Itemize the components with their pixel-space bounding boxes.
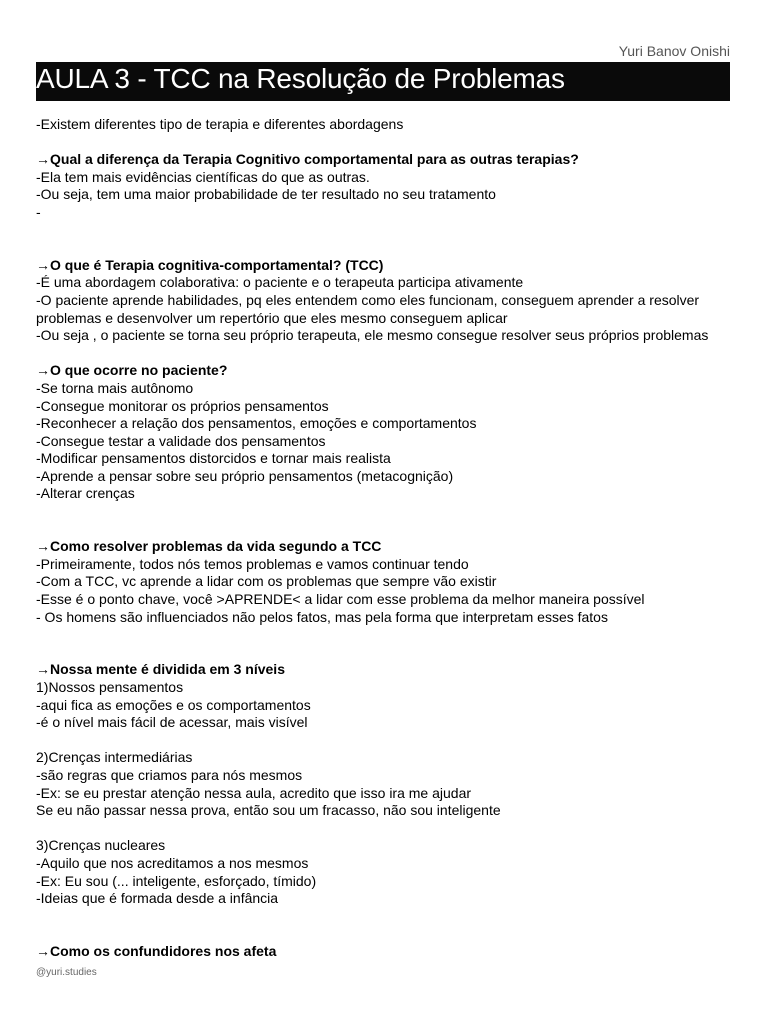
note-line: Se eu não passar nessa prova, então sou um fracasso, não sou inteligente [36, 802, 501, 819]
blank-line [36, 503, 736, 521]
author-name: Yuri Banov Onishi [618, 43, 730, 59]
blank-line [36, 626, 736, 644]
blank-line [36, 134, 736, 152]
note-line: -É uma abordagem colaborativa: o paciente e o terapeuta participa ativamente [36, 274, 524, 291]
note-line: -Consegue testar a validade dos pensamentos [36, 432, 326, 449]
note-line: -Primeiramente, todos nós temos problemas e vamos continuar tendo [36, 555, 469, 572]
note-line: 3)Crenças nucleares [36, 837, 166, 854]
note-line: - Os homens são influenciados não pelos fatos, mas pela forma que interpretam esses fatos [36, 608, 608, 625]
section-heading: →Nossa mente é dividida em 3 níveis [36, 661, 285, 678]
blank-line [36, 644, 736, 662]
note-line: -aqui fica as emoções e os comportamentos [36, 696, 311, 713]
note-line: 1)Nossos pensamentos [36, 679, 184, 695]
blank-line [36, 521, 736, 539]
note-line: -Se torna mais autônomo [36, 379, 194, 396]
section-heading: →O que ocorre no paciente? [36, 362, 228, 379]
blank-line [36, 222, 736, 240]
blank-line [36, 908, 736, 926]
blank-line [36, 345, 736, 363]
section-heading: →O que é Terapia cognitiva-comportamental? (TCC) [36, 256, 384, 273]
section-heading: →Qual a diferença da Terapia Cognitivo comportamental para as outras terapias? [36, 151, 579, 168]
note-line: -são regras que criamos para nós mesmos [36, 766, 303, 783]
note-line: -Ou seja, tem uma maior probabilidade de ter resultado no seu tratamento [36, 186, 496, 203]
title-bar [36, 62, 730, 101]
note-line: -Ou seja , o paciente se torna seu próprio terapeuta, ele mesmo consegue resolver seus próprios problemas [36, 327, 709, 344]
note-line: -Modificar pensamentos distorcidos e tornar mais realista [36, 450, 391, 467]
note-body [36, 116, 736, 961]
footer-handle: @yuri.studies [36, 967, 97, 978]
blank-line [36, 732, 736, 750]
note-line: -Com a TCC, vc aprende a lidar com os problemas que sempre vão existir [36, 573, 497, 590]
note-line: -Reconhecer a relação dos pensamentos, emoções e comportamentos [36, 415, 477, 432]
blank-line [36, 820, 736, 838]
note-line: -Ex: Eu sou (... inteligente, esforçado, tímido) [36, 872, 317, 889]
note-line: -Ex: se eu prestar atenção nessa aula, acredito que isso ira me ajudar [36, 784, 472, 801]
note-line: -Ideias que é formada desde a infância [36, 890, 279, 907]
note-line: problemas e desenvolver um repertório que eles mesmo conseguem aplicar [36, 309, 508, 326]
note-line: 2)Crenças intermediárias [36, 749, 193, 766]
note-line: -Aprende a pensar sobre seu próprio pensamentos (metacognição) [36, 467, 454, 484]
note-line: -Consegue monitorar os próprios pensamentos [36, 397, 329, 414]
note-line: -Existem diferentes tipo de terapia e diferentes abordagens [36, 116, 404, 132]
blank-line [36, 925, 736, 943]
blank-line [36, 239, 736, 257]
section-heading: →Como os confundidores nos afeta [36, 942, 277, 959]
page-title: AULA 3 - TCC na Resolução de Problemas [36, 63, 565, 94]
section-heading: →Como resolver problemas da vida segundo a TCC [36, 538, 382, 555]
note-line: -Aquilo que nos acreditamos a nos mesmos [36, 854, 309, 871]
note-line: -Alterar crenças [36, 485, 135, 502]
note-line: -O paciente aprende habilidades, pq eles entendem como eles funcionam, conseguem aprender a resolver [36, 291, 700, 308]
note-line: -Ela tem mais evidências científicas do que as outras. [36, 168, 370, 185]
note-line: -é o nível mais fácil de acessar, mais visível [36, 714, 308, 731]
note-line: -Esse é o ponto chave, você >APRENDE< a lidar com esse problema da melhor maneira possível [36, 591, 645, 608]
note-line: - [36, 203, 41, 220]
